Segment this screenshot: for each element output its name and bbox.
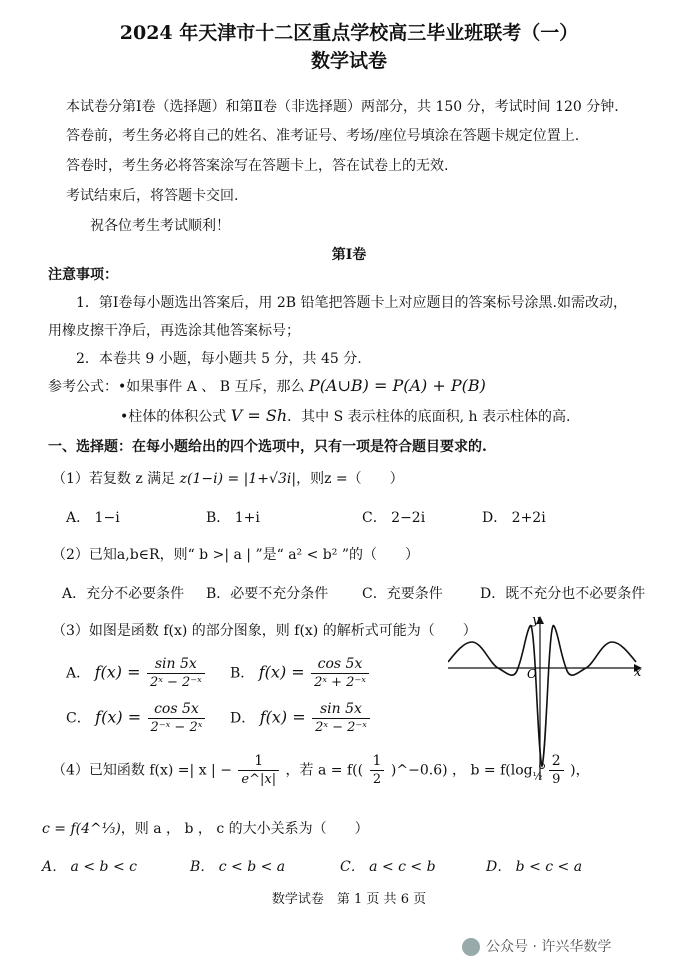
q3-d-denominator: 2ˣ − 2⁻ˣ: [315, 720, 367, 735]
q4-half-num: 1: [370, 752, 385, 771]
intro-line-4: 考试结束后，将答题卡交回.: [66, 188, 239, 204]
q1-option-b: B． 1+i: [206, 510, 260, 526]
q2-option-b: B．必要不充分条件: [206, 586, 329, 602]
q4-stem-b-end: )，: [570, 762, 590, 779]
graph-origin-label: O: [527, 667, 537, 681]
question-2-stem: （2）已知a,b∈R，则“ b >| a | ”是“ a² < b² ”的（ ）: [52, 547, 419, 563]
q3-d-fraction: [312, 700, 370, 737]
q3-option-a: [66, 655, 207, 692]
q4-stem-a: ，若 a = f((: [285, 762, 364, 779]
q3-d-label: D．: [230, 710, 256, 727]
q3-option-b: [230, 655, 371, 692]
q4-a-exp: )^−0.6): [390, 762, 448, 779]
note-1a: 1．第Ⅰ卷每小题选出答案后，用 2B 铅笔把答题卡上对应题目的答案标号涂黑.如需改动，: [76, 295, 627, 311]
question-1-stem: [52, 468, 404, 488]
question-3-stem: （3）如图是函数 f(x) 的部分图象，则 f(x) 的解析式可能为（ ）: [52, 623, 477, 639]
q3-c-fraction: [148, 700, 206, 737]
graph-x-label: x: [634, 665, 642, 680]
q4-log-base: ½: [532, 771, 543, 783]
q1-option-c: C． 2−2i: [362, 510, 426, 526]
ref-label: 参考公式：: [48, 379, 118, 395]
q3-b-numerator: cos 5x: [311, 655, 369, 674]
reference-formula-2: [120, 406, 570, 426]
q3-a-numerator: sin 5x: [147, 655, 205, 674]
q1-stem-formula: z(1−i) = |1+√3i|: [179, 471, 297, 487]
q3-a-fraction: [147, 655, 205, 692]
q4-half: [370, 752, 385, 789]
q3-b-label: B．: [230, 665, 255, 682]
q3-b-lhs: f(x) =: [258, 662, 305, 682]
q4-option-c: C． a < c < b: [340, 859, 436, 875]
q3-a-lhs: f(x) =: [94, 662, 141, 682]
page-subtitle: 数学试卷: [310, 50, 387, 72]
q1-option-d: D． 2+2i: [482, 510, 546, 526]
q4-option-d: D． b < c < a: [486, 859, 583, 875]
choice-heading: 一、选择题：在每小题给出的四个选项中，只有一项是符合题目要求的.: [48, 439, 487, 455]
q3-c-denominator: 2⁻ˣ − 2ˣ: [150, 720, 203, 735]
question-4-c: [42, 818, 369, 838]
q3-d-lhs: f(x) =: [259, 707, 306, 727]
q4-frac-num: 1: [238, 752, 279, 771]
q3-option-c: [66, 700, 207, 737]
q3-c-numerator: cos 5x: [148, 700, 206, 719]
ref2-text: •柱体的体积公式: [120, 409, 227, 425]
q4-frac-den: e^|x|: [241, 772, 277, 787]
page-title: 2024 年天津市十二区重点学校高三毕业班联考（一）: [119, 22, 579, 44]
q3-a-label: A．: [66, 665, 91, 682]
graph-y-label: y: [532, 613, 540, 628]
ref2-formula: V = Sh: [230, 406, 288, 425]
q4-option-a: A． a < b < c: [42, 859, 137, 875]
intro-line-1: 本试卷分第Ⅰ卷（选择题）和第Ⅱ卷（非选择题）两部分，共 150 分，考试时间 120 分钟.: [66, 99, 619, 115]
note-2: 2．本卷共 9 小题，每小题共 5 分，共 45 分.: [76, 351, 362, 367]
q3-option-d: [230, 700, 372, 737]
note-1b: 用橡皮擦干净后，再选涂其他答案标号；: [48, 323, 300, 339]
q2-option-d: D．既不充分也不必要条件: [480, 586, 646, 602]
q2-option-c: C．充要条件: [362, 586, 443, 602]
q1-stem-post: ，则z =（ ）: [296, 471, 404, 487]
intro-line-3: 答卷时，考生务必将答案涂写在答题卡上，答在试卷上的无效.: [66, 158, 449, 174]
q4-c-text: c = f(4^⅓): [42, 821, 121, 837]
intro-line-5: 祝各位考生考试顺利！: [90, 218, 230, 234]
reference-formula-1: [48, 376, 486, 396]
q4-b-den: 9: [552, 772, 561, 787]
q1-stem-pre: （1）若复数 z 满足: [52, 471, 176, 487]
watermark-text: 公众号 · 许兴华数学: [486, 939, 612, 955]
q4-b-fraction: [549, 752, 564, 789]
ref2-tail: ．其中 S 表示柱体的底面积, h 表示柱体的高.: [287, 409, 571, 425]
wechat-icon: [462, 938, 480, 956]
q3-b-denominator: 2ˣ + 2⁻ˣ: [314, 675, 366, 690]
q4-stem-pre: （4）已知函数 f(x) =| x | −: [52, 762, 232, 779]
q1-option-a: A． 1−i: [66, 510, 120, 526]
q4-half-den: 2: [372, 772, 382, 787]
q4-c-tail: ，则 a ， b ， c 的大小关系为（ ）: [120, 821, 369, 837]
page-footer: 数学试卷 第 1 页 共 6 页: [271, 892, 427, 907]
q3-c-lhs: f(x) =: [95, 707, 142, 727]
q3-d-numerator: sin 5x: [312, 700, 370, 719]
q4-b-num: 2: [549, 752, 564, 771]
q3-c-label: C．: [66, 710, 91, 727]
watermark: [462, 936, 611, 956]
question-4-stem: [52, 752, 590, 789]
q4-fraction: [238, 752, 279, 789]
graph-curve: [448, 625, 636, 766]
ref1-formula: P(A∪B) = P(A) + P(B): [308, 376, 486, 395]
notes-title: 注意事项：: [48, 267, 118, 283]
q2-option-a: A．充分不必要条件: [62, 586, 185, 602]
q4-stem-b: ， b = f(log: [452, 762, 533, 779]
ref1-text: •如果事件 A 、 B 互斥，那么: [118, 379, 305, 395]
intro-line-2: 答卷前，考生务必将自己的姓名、准考证号、考场/座位号填涂在答题卡规定位置上.: [66, 128, 580, 144]
q4-option-b: B． c < b < a: [190, 859, 286, 875]
section-heading: 第Ⅰ卷: [331, 247, 367, 263]
q3-a-denominator: 2ˣ − 2⁻ˣ: [149, 675, 202, 690]
q3-b-fraction: [311, 655, 369, 692]
